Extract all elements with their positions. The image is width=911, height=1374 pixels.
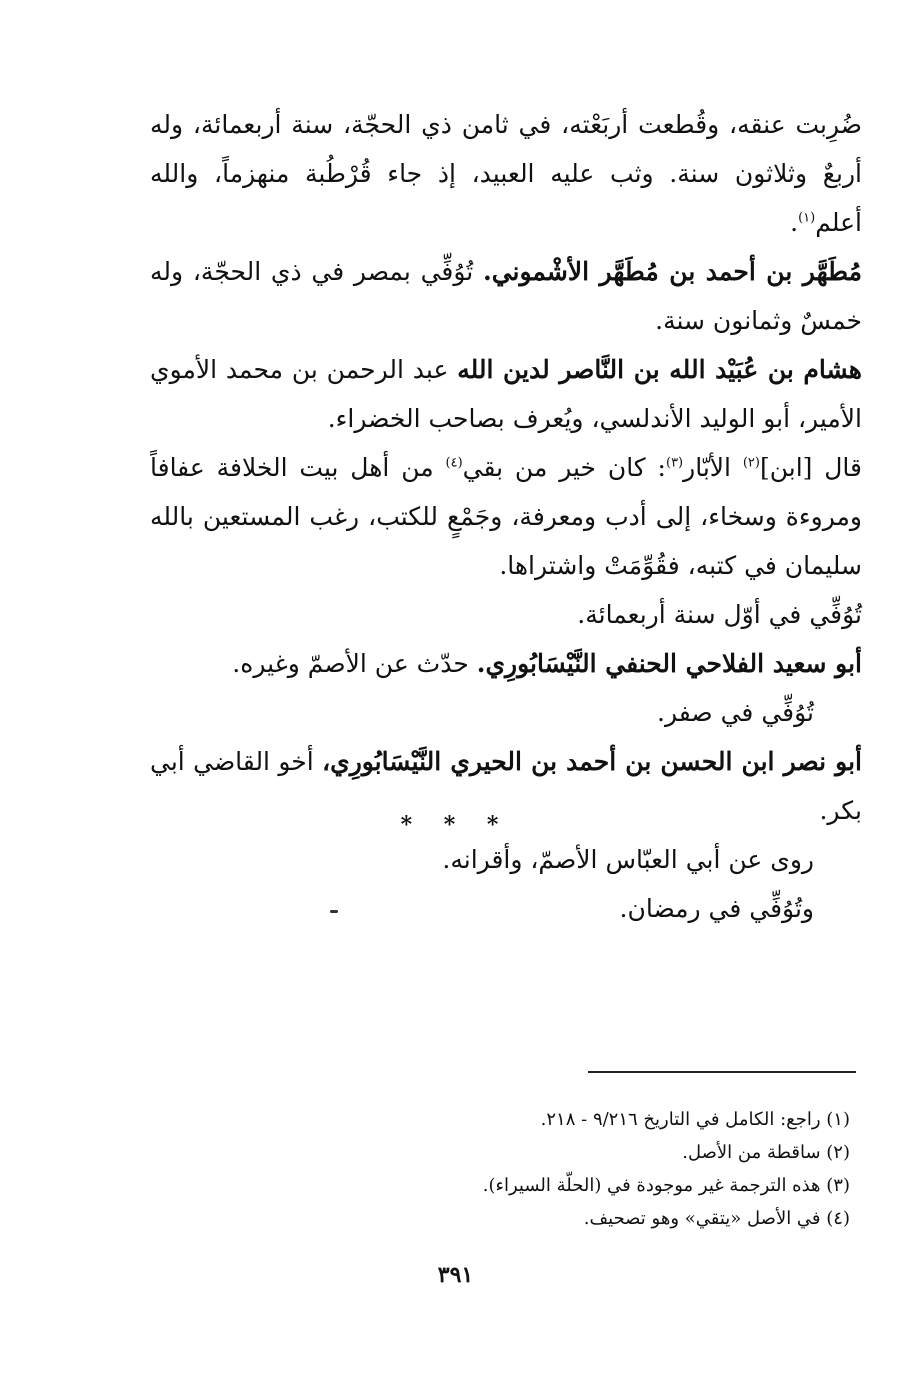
ink-speck [330, 910, 338, 913]
entry-name-hisham: هشام بن عُبَيْد الله بن النَّاصر لدين الله [457, 355, 862, 384]
page-number: ٣٩١ [437, 1262, 474, 1288]
death-note-falahi: تُوُفِّي في صفر. [657, 698, 814, 727]
paragraph-1-end: . [790, 208, 799, 237]
narration-note: روى عن أبي العبّاس الأصمّ، وأقرانه. [442, 845, 814, 874]
entry-text-abu-nasr: أخو القاضي أبي بكر. [150, 747, 862, 825]
quote-part-a: قال [ابن] [759, 453, 862, 482]
quote-part-d: من أهل بيت الخلافة عفافاً ومروءة وسخاء، إلى أدب ومعرفة، وجَمْعٍ للكتب، رغب المستعين بالله سليمان في كتبه، فقُوِّمَتْ واشتراها. [150, 453, 862, 580]
footnote-divider [588, 1071, 856, 1073]
entry-falahi [150, 639, 862, 688]
footnote-1: (١) راجع: الكامل في التاريخ ٩/٢١٦ - ٢١٨. [540, 1109, 850, 1130]
entry-text-falahi: حدّث عن الأصمّ وغيره. [232, 649, 477, 678]
footnote-2: (٢) ساقطة من الأصل. [682, 1142, 850, 1163]
footnote-3: (٣) هذه الترجمة غير موجودة في (الحلّة السيراء). [482, 1175, 850, 1196]
entry-name-falahi: أبو سعيد الفلاحي الحنفي النَّيْسَابُورِي. [476, 649, 862, 678]
death-note-hisham: تُوُفِّي في أوّل سنة أربعمائة. [577, 600, 862, 629]
footnote-ref-2: (٢) [742, 455, 760, 471]
footnote-4: (٤) في الأصل «يتقي» وهو تصحيف. [583, 1208, 850, 1229]
paragraph-1-text: ضُرِبت عنقه، وقُطعت أربَعْته، في ثامن ذي الحجّة، سنة أربعمائة، وله أربعٌ وثلاثون سنة. وثب عليه العبيد، إذ جاء قُرْطُبة منهزماً، والله أعلم [150, 110, 862, 237]
footnote-ref-1: (١) [798, 210, 816, 226]
quote-ibn-al-abbar [150, 443, 862, 590]
quote-part-b: الأبّار [683, 453, 743, 482]
entry-name-abu-nasr: أبو نصر ابن الحسن بن أحمد بن الحيري النَّيْسَابُورِي، [322, 747, 862, 776]
paragraph-1 [150, 100, 862, 247]
footnote-ref-3: (٣) [665, 455, 684, 471]
entry-mutahhar [150, 247, 862, 345]
entry-hisham [150, 345, 862, 443]
death-note-abu-nasr: وتُوُفِّي في رمضان. [619, 894, 814, 923]
footnote-ref-4: (٤) [445, 455, 463, 471]
quote-part-c: : كان خير من بقي [462, 453, 666, 482]
footnotes [400, 1103, 850, 1235]
section-separator: * * * [400, 812, 511, 838]
main-text [150, 100, 862, 933]
entry-name-mutahhar: مُطَهَّر بن أحمد بن مُطَهَّر الأشْموني. [483, 257, 863, 286]
entry-text-mutahhar: تُوُفِّي بمصر في ذي الحجّة، وله خمسٌ وثمانون سنة. [150, 257, 862, 335]
entry-text-hisham: عبد الرحمن بن محمد الأموي الأمير، أبو الوليد الأندلسي، ويُعرف بصاحب الخضراء. [150, 355, 862, 433]
